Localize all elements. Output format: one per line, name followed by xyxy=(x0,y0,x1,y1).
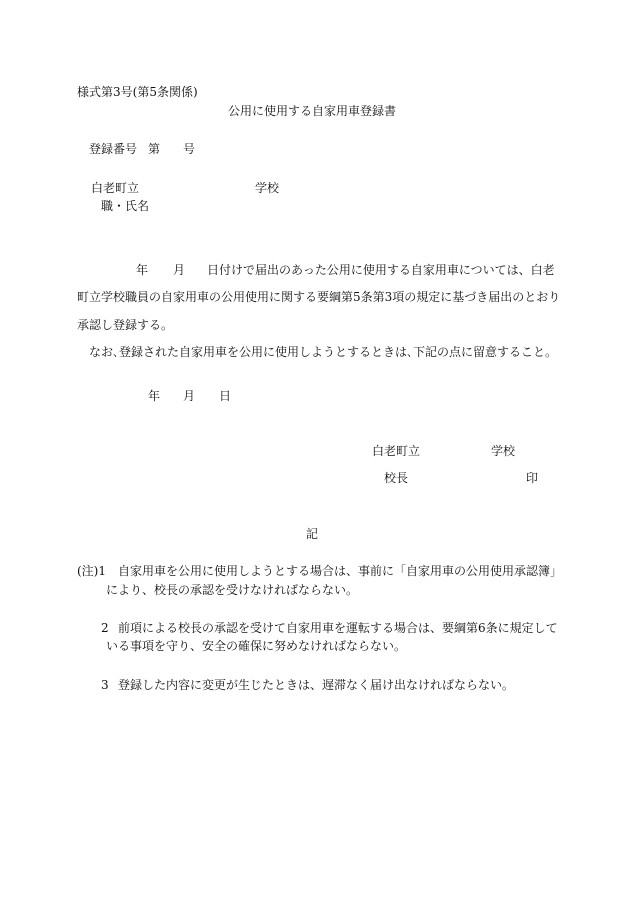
note-1-line1: 自家用車を公用に使用しようとする場合は、事前に「自家用車の公用使用承認簿」 xyxy=(118,564,563,578)
note-2-line2: いる事項を守り、安全の確保に努めなければならない。 xyxy=(106,639,407,653)
seal-mark: 印 xyxy=(526,471,539,485)
note-1-label: (注)1 xyxy=(77,564,106,578)
addressee-school: 学校 xyxy=(255,181,280,195)
note-3-label: 3 xyxy=(101,678,109,692)
registration-dai: 第 xyxy=(148,142,161,156)
issuer-town: 白老町立 xyxy=(372,444,421,458)
body-month: 月 xyxy=(173,263,186,277)
issuer-school: 学校 xyxy=(491,444,516,458)
body-line2: 町立学校職員の自家用車の公用使用に関する要綱第5条第3項の規定に基づき届出のとおり xyxy=(77,290,561,304)
registration-label: 登録番号 xyxy=(89,142,138,156)
addressee-town: 白老町立 xyxy=(91,181,140,195)
body-year: 年 xyxy=(136,263,149,277)
body-line4: なお､登録された自家用車を公用に使用しようとするときは､下記の点に留意すること。 xyxy=(89,345,558,359)
issuer-principal: 校長 xyxy=(384,471,409,485)
body-line3: 承認し登録する。 xyxy=(77,318,174,332)
body-line1: 日付けで届出のあった公用に使用する自家用車については、白老 xyxy=(207,263,555,277)
note-2-label: 2 xyxy=(101,621,109,635)
note-3-line1: 登録した内容に変更が生じたときは、遅滞なく届け出なければならない。 xyxy=(118,678,515,692)
note-1-line2: により、校長の承認を受けなければならない。 xyxy=(106,583,359,597)
registration-go: 号 xyxy=(183,142,196,156)
document-title: 公用に使用する自家用車登録書 xyxy=(228,104,397,118)
issue-year: 年 xyxy=(148,389,161,403)
addressee-position-name: 職・氏名 xyxy=(101,199,150,213)
issue-month: 月 xyxy=(183,389,196,403)
issue-day: 日 xyxy=(219,389,232,403)
ki-heading: 記 xyxy=(306,527,319,541)
note-2-line1: 前項による校長の承認を受けて自家用車を運転する場合は、要綱第6条に規定して xyxy=(118,621,558,635)
form-number: 様式第3号(第5条関係) xyxy=(77,85,198,99)
